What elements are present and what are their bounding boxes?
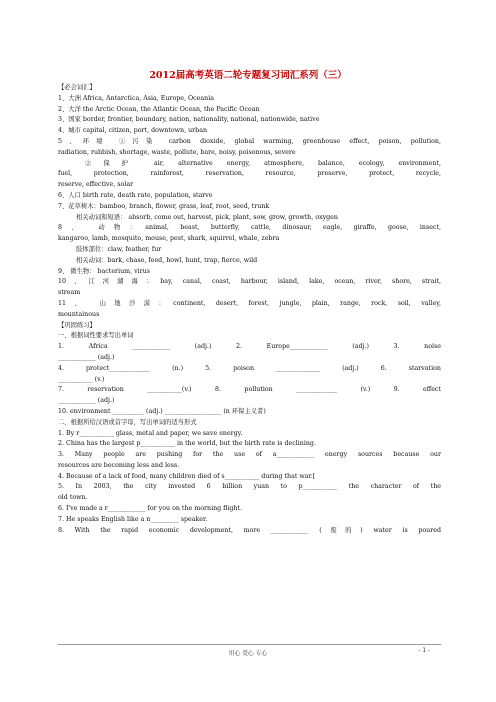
document-title: 2012届高考英语二轮专题复习词汇系列（三） xyxy=(149,70,347,81)
text-line: 相关动词和短语： absorb, come out, harvest, pick, plant, sow, grow, growth, oxygen xyxy=(76,213,338,221)
text-line: 10、江河湖海：bay, canal, coast, harbour, island, lake, ocean, river, shore, strait, xyxy=(58,278,441,286)
text-line: 3、国家 border, frontier, boundary, nation, nationality, national, nationwide, native xyxy=(58,116,320,124)
text-line: 3. Many people are pushing for the use of a____________ energy sources because our xyxy=(58,451,441,459)
text-line: 9、 微生物： bacterium, virus xyxy=(58,267,150,275)
text-line: 2、大洋 the Arctic Ocean, the Atlantic Ocean, the Pacific Ocean xyxy=(58,105,260,113)
text-line: 1. By r___________ glass, metal and paper, we save energy. xyxy=(58,429,243,437)
text-line: 二、根据所给汉语或首字母，写出单词的适当形式 xyxy=(58,418,197,426)
text-line: 4、城市 capital, citizen, port, downtown, urban xyxy=(58,127,208,135)
text-line: 2. China has the largest p___________ in the world, but the birth rate is declining. xyxy=(58,440,316,448)
text-line: 4. protect_____________ (n.) 5. poison ______________ (adj.) 6. starvation xyxy=(58,364,441,372)
text-line: 7. reservation ___________(v.) 8. pollution _____________ (v.) 9. effect xyxy=(58,386,441,394)
text-line: kangaroo, lamb, mosquito, mouse, pest, shark, squirrel, whale, zebra xyxy=(58,235,280,243)
text-line: ②保护 air, alternative energy, atmosphere, balance, ecology, environment, xyxy=(85,159,441,167)
text-line: 【巩固练习】 xyxy=(58,321,96,329)
document-body xyxy=(58,83,441,536)
text-line: resources are becoming less and less. xyxy=(58,461,180,469)
text-line: ___________ (v.) xyxy=(58,375,105,383)
text-line: 8. With the rapid economic development, more ____________ (废的) water is poured xyxy=(58,526,441,534)
text-line: 【必会词汇】 xyxy=(58,84,96,91)
text-line: fuel, protection, rainforest, reservation, resource, preserve, protect, recycle, xyxy=(58,170,441,178)
text-line: 一、根据词性要求写出单词 xyxy=(58,332,134,340)
page-number: - 1 - xyxy=(418,648,430,654)
page-footer xyxy=(0,648,496,668)
footer-motto: 用心 爱心 专心 xyxy=(228,651,268,657)
text-line: ____________ (adj.) xyxy=(58,397,115,405)
text-line: ____________ (adj.) xyxy=(58,353,115,361)
footer-rule xyxy=(58,644,441,645)
text-line: 6. I've made a r____________ for you on the morning flight. xyxy=(58,505,243,513)
text-line: 4. Because of a lack of food, many children died of s___________ during that war.[ xyxy=(58,472,316,480)
text-line: 相关动词：bark, chase, feed, howl, hunt, trap, fierce, wild xyxy=(76,256,258,264)
text-line: 1. Africa ____________ (adj.) 2. Europe____________ (adj.) 3. noise xyxy=(58,343,441,351)
text-line: 1、大洲 Africa, Antarctica, Asia, Europe, Oceania xyxy=(58,94,214,102)
text-line: 8、 动物：animal, beast, butterfly, cattle, dinosaur, eagle, giraffe, goose, insect, xyxy=(58,224,441,232)
text-line: 7、花草树木：bamboo, branch, flower, grass, leaf, root, seed, trunk xyxy=(58,202,270,210)
text-line: 7. He speaks English like a n_________ speaker. xyxy=(58,515,208,523)
text-line: old town. xyxy=(58,494,88,502)
text-line: radiation, rubbish, shortage, waste, pollute, bare, noisy, poisonous, severe xyxy=(58,148,296,156)
text-line: 5. In 2003, the city invested 6 billion yuan to p___________ the character of the xyxy=(58,483,441,491)
text-line: 5、环境 ①污染 carbon dioxide, global warming, greenhouse effect, poison, pollution, xyxy=(58,137,441,145)
text-line: 肢体部位：claw, feather, fur xyxy=(76,245,162,253)
text-line: mountainous xyxy=(58,310,100,318)
text-line: stream xyxy=(58,289,81,297)
text-line: reserve, effective, solar xyxy=(58,181,134,189)
text-line: 6、人口 birth rate, death rate, population, starve xyxy=(58,191,213,199)
text-line: 10. environment __________ (adj.) __________________ (n 环保主义者) xyxy=(58,407,266,415)
text-line: 11、 山地沙漠：continent, desert, forest, jungle, plain, range, rock, soil, valley, xyxy=(58,299,441,307)
